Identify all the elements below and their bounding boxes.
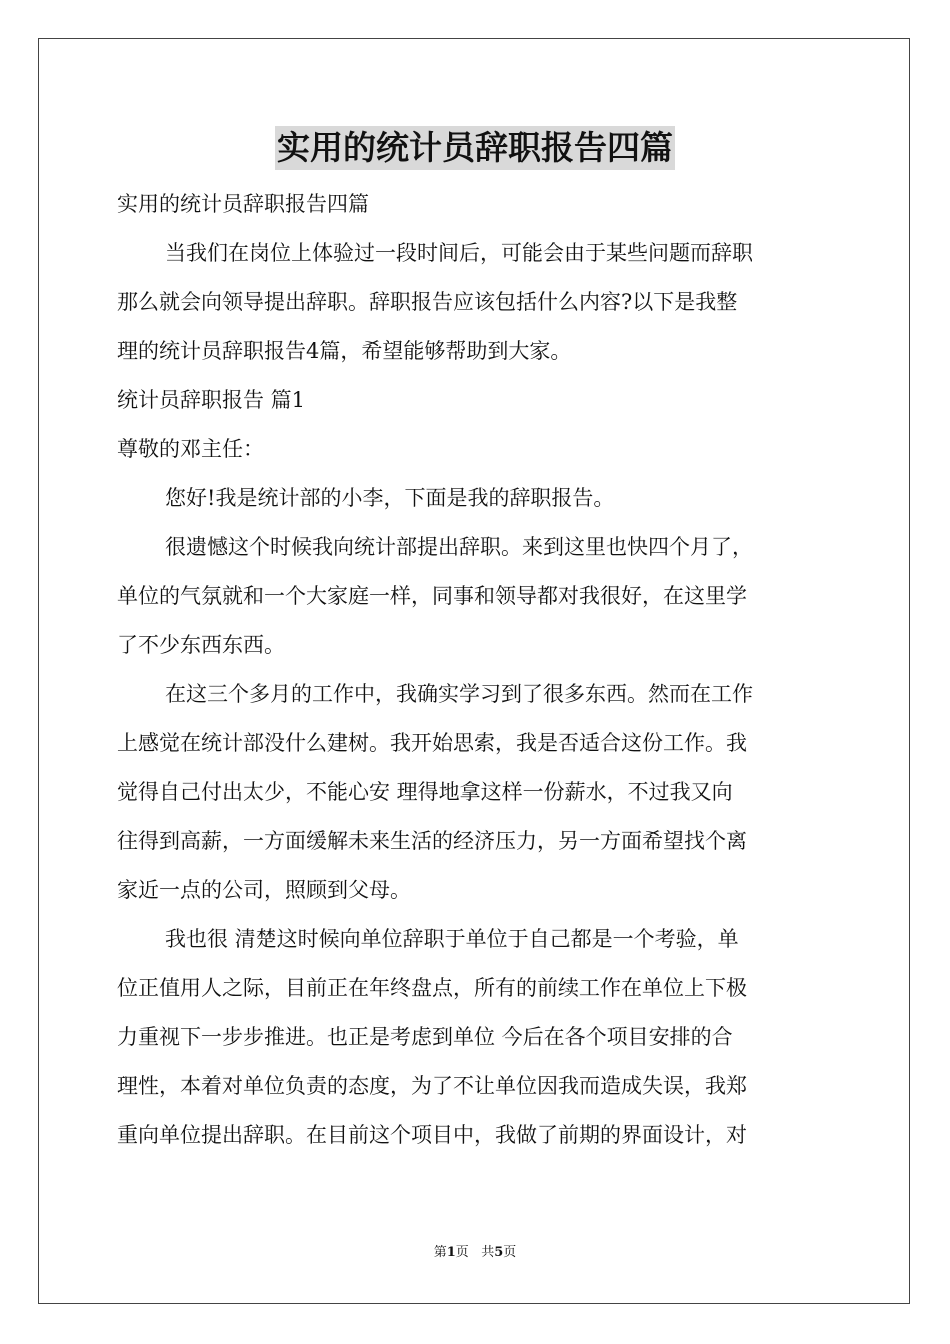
text-line: 重向单位提出辞职。在目前这个项目中，我做了前期的界面设计，对 — [117, 1123, 747, 1147]
text-line: 家近一点的公司，照顾到父母。 — [117, 878, 411, 902]
text-line: 了不少东西东西。 — [117, 633, 285, 657]
text-line: 很遗憾这个时候我向统计部提出辞职。来到这里也快四个月了， — [165, 535, 753, 559]
page-number: 1 — [446, 1245, 456, 1260]
text-line: 在这三个多月的工作中，我确实学习到了很多东西。然而在工作 — [165, 682, 753, 706]
page-suffix: 页 — [455, 1245, 469, 1260]
text-line: 单位的气氛就和一个大家庭一样，同事和领导都对我很好，在这里学 — [117, 584, 747, 608]
total-suffix: 页 — [503, 1245, 517, 1260]
text-line: 上感觉在统计部没什么建树。我开始思索，我是否适合这份工作。我 — [117, 731, 747, 755]
page-footer — [0, 1243, 950, 1263]
text-line: 尊敬的邓主任： — [117, 437, 264, 461]
text-line: 您好!我是统计部的小李，下面是我的辞职报告。 — [165, 486, 615, 510]
text-line: 往得到高薪，一方面缓解未来生活的经济压力，另一方面希望找个离 — [117, 829, 747, 853]
text-line: 当我们在岗位上体验过一段时间后，可能会由于某些问题而辞职 — [165, 241, 753, 265]
text-line: 实用的统计员辞职报告四篇 — [117, 192, 369, 216]
title-container — [0, 126, 950, 170]
text-line: 理的统计员辞职报告4篇，希望能够帮助到大家。 — [117, 339, 572, 363]
document-body — [117, 180, 835, 1160]
text-line: 我也很 清楚这时候向单位辞职于单位于自己都是一个考验，单 — [165, 927, 739, 951]
text-line: 觉得自己付出太少，不能心安 理得地拿这样一份薪水，不过我又向 — [117, 780, 733, 804]
text-line: 力重视下一步步推进。也正是考虑到单位 今后在各个项目安排的合 — [117, 1025, 733, 1049]
text-line: 理性，本着对单位负责的态度，为了不让单位因我而造成失误，我郑 — [117, 1074, 747, 1098]
text-line: 统计员辞职报告 篇1 — [117, 388, 306, 412]
total-prefix: 共 — [481, 1245, 495, 1260]
document-title: 实用的统计员辞职报告四篇 — [275, 126, 675, 170]
text-line: 那么就会向领导提出辞职。辞职报告应该包括什么内容?以下是我整 — [117, 290, 738, 314]
page-prefix: 第 — [433, 1245, 447, 1260]
text-line: 位正值用人之际，目前正在年终盘点，所有的前续工作在单位上下极 — [117, 976, 747, 1000]
total-pages: 5 — [494, 1245, 504, 1260]
